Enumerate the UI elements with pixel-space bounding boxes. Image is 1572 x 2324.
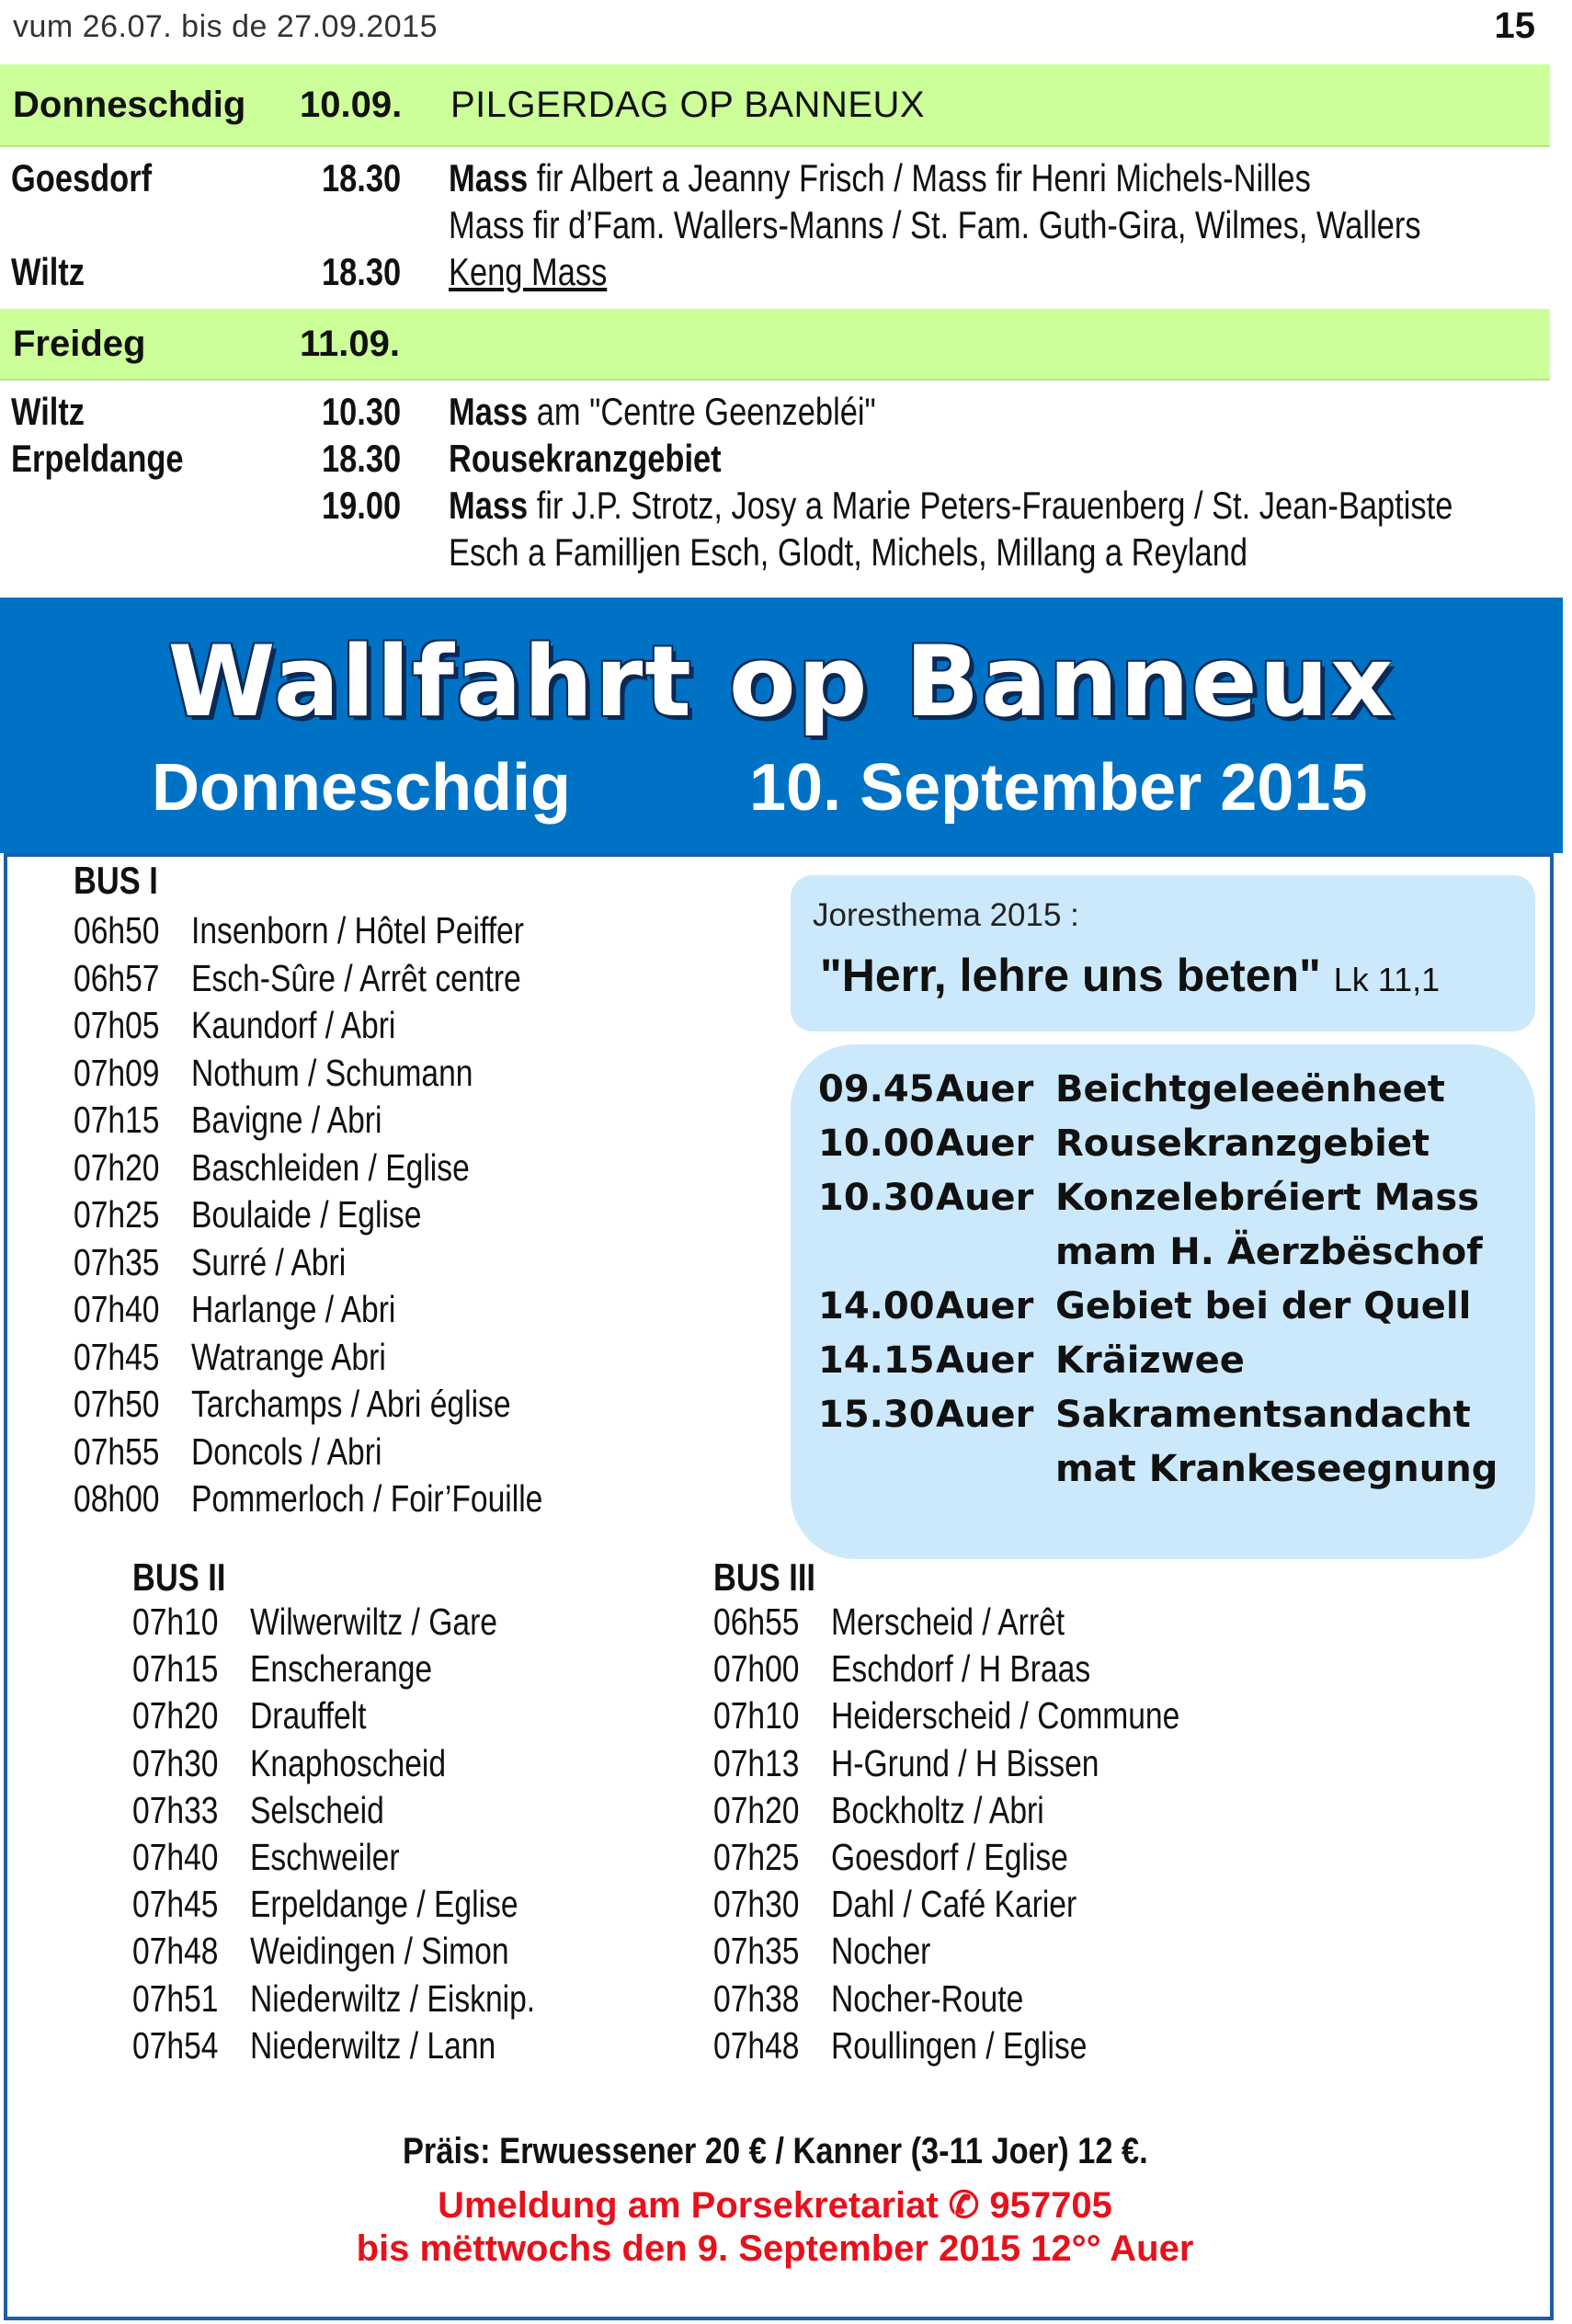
bus-stop-name: Esch-Sûre / Arrêt centre bbox=[191, 956, 521, 999]
bus-stop-time: 07h20 bbox=[713, 1788, 800, 1831]
program-item: Beichtgeleeënheet bbox=[1055, 1068, 1445, 1111]
bus-stop-name: Roullingen / Eglise bbox=[831, 2023, 1088, 2067]
bus-stop-name: Wilwerwiltz / Gare bbox=[250, 1601, 497, 1643]
schedule-desc: Mass fir d’Fam. Wallers-Manns / St. Fam. Guth-Gira, Wilmes, Wallers bbox=[449, 203, 1421, 246]
schedule-time: 18.30 bbox=[322, 437, 402, 480]
page-period: vum 26.07. bis de 27.09.2015 bbox=[13, 9, 438, 44]
bus-stop bbox=[132, 1742, 721, 1788]
bus-stop-time: 07h55 bbox=[74, 1430, 160, 1473]
bus-stop bbox=[74, 1288, 662, 1334]
program-unit: Auer bbox=[936, 1068, 1034, 1111]
bus-stop-time: 07h35 bbox=[713, 1930, 800, 1973]
bus-stop bbox=[132, 1694, 721, 1740]
bus-stop-time: 06h50 bbox=[74, 909, 160, 951]
program-item: Sakramentsandacht bbox=[1055, 1394, 1471, 1436]
bus-stop-name: H-Grund / H Bissen bbox=[831, 1741, 1099, 1784]
bus-stop-time: 07h33 bbox=[132, 1788, 219, 1831]
program-unit: Auer bbox=[936, 1394, 1034, 1436]
bus-stop-name: Tarchamps / Abri église bbox=[191, 1383, 511, 1425]
banner-day: Donneschdig bbox=[152, 751, 572, 825]
bus-title: BUS II bbox=[132, 1555, 226, 1599]
schedule-desc: Keng Mass bbox=[449, 250, 608, 293]
page-number: 15 bbox=[1494, 6, 1535, 46]
bus-stop-name: Heiderscheid / Commune bbox=[831, 1694, 1180, 1737]
bus-stop bbox=[74, 1052, 662, 1098]
bus-stop-time: 07h50 bbox=[74, 1383, 160, 1425]
bus-stop-time: 07h10 bbox=[132, 1601, 219, 1643]
schedule-desc: Esch a Familljen Esch, Glodt, Michels, Millang a Reyland bbox=[449, 530, 1248, 574]
pilgrimage-banner bbox=[0, 598, 1563, 853]
bus-stop-time: 07h20 bbox=[132, 1694, 219, 1737]
price-info: Präis: Erwuessener 20 € / Kanner (3-11 Joer) 12 €. bbox=[402, 2131, 1148, 2171]
program-time: 15.30 bbox=[818, 1394, 935, 1436]
bus-stop bbox=[132, 1836, 721, 1882]
day-bar-thursday bbox=[0, 64, 1550, 147]
bus-stop bbox=[713, 1647, 1302, 1693]
schedule-desc: Mass fir J.P. Strotz, Josy a Marie Peters-Frauenberg / St. Jean-Baptiste bbox=[449, 484, 1453, 527]
day-name: Freideg bbox=[13, 324, 146, 364]
program-item: mat Krankeseegnung bbox=[1055, 1448, 1498, 1490]
bus-stop-name: Surré / Abri bbox=[191, 1240, 347, 1283]
bus-stop-name: Goesdorf / Eglise bbox=[831, 1836, 1068, 1878]
bus-stop bbox=[713, 1930, 1302, 1976]
bus-stop-name: Doncols / Abri bbox=[191, 1430, 382, 1473]
program-unit: Auer bbox=[936, 1177, 1034, 1219]
bus-stop bbox=[713, 1601, 1302, 1646]
bus-stop-name: Drauffelt bbox=[250, 1694, 367, 1737]
bus-stop-name: Weidingen / Simon bbox=[250, 1930, 509, 1973]
bus-stop-time: 07h15 bbox=[74, 1099, 160, 1141]
schedule-time: 18.30 bbox=[322, 156, 402, 199]
bus-stop-time: 07h40 bbox=[132, 1836, 219, 1878]
bus-stop bbox=[132, 1601, 721, 1646]
bus-stop-time: 07h10 bbox=[713, 1694, 800, 1737]
bus-stop bbox=[713, 1694, 1302, 1740]
schedule-place: Goesdorf bbox=[11, 156, 153, 199]
bus-stop bbox=[713, 2024, 1302, 2070]
banner-title: Wallfahrt op Banneux bbox=[167, 625, 1395, 738]
program-time: 10.00 bbox=[818, 1122, 935, 1165]
bus-stop bbox=[132, 1883, 721, 1929]
schedule-desc: Mass fir Albert a Jeanny Frisch / Mass fir Henri Michels-Nilles bbox=[449, 156, 1311, 199]
bus-stop-name: Selscheid bbox=[250, 1788, 384, 1831]
bus-stop-time: 07h00 bbox=[713, 1647, 800, 1691]
bus-stop-time: 07h09 bbox=[74, 1051, 160, 1094]
theme-reference: Lk 11,1 bbox=[1333, 961, 1441, 998]
schedule-place: Wiltz bbox=[11, 250, 85, 293]
bus-stop bbox=[74, 1004, 662, 1050]
bus-stop-time: 07h15 bbox=[132, 1647, 219, 1691]
bus-stop-time: 07h38 bbox=[713, 1977, 800, 2020]
bus-stop bbox=[74, 1146, 662, 1192]
program-time: 10.30 bbox=[818, 1177, 935, 1219]
bus-stop bbox=[74, 957, 662, 1003]
theme-quote-text: "Herr, lehre uns beten" bbox=[820, 950, 1321, 1001]
program-unit: Auer bbox=[936, 1122, 1034, 1165]
banner-date: 10. September 2015 bbox=[749, 751, 1368, 825]
bus-stop bbox=[713, 1883, 1302, 1929]
program-item: Kräizwee bbox=[1055, 1339, 1245, 1382]
day-event: PILGERDAG OP BANNEUX bbox=[450, 85, 926, 125]
bus-stop-time: 07h40 bbox=[74, 1288, 160, 1330]
bus-stop bbox=[74, 1099, 662, 1145]
bus-stop bbox=[713, 1742, 1302, 1788]
bus-stop-name: Enscherange bbox=[250, 1647, 433, 1691]
bus-stop-time: 07h25 bbox=[74, 1193, 160, 1236]
bus-title: BUS III bbox=[713, 1555, 815, 1599]
bus-stop-name: Dahl / Café Karier bbox=[831, 1883, 1077, 1926]
schedule-desc: Rousekranzgebiet bbox=[449, 437, 722, 480]
bus-stop-name: Pommerloch / Foir’Fouille bbox=[191, 1477, 543, 1520]
day-name: Donneschdig bbox=[13, 85, 246, 125]
registration-info: Umeldung am Porsekretariat ✆ 957705 bbox=[438, 2185, 1112, 2226]
bus-stop-time: 07h48 bbox=[713, 2023, 800, 2067]
bus-stop-name: Eschweiler bbox=[250, 1836, 400, 1878]
program-item: Gebiet bei der Quell bbox=[1055, 1285, 1472, 1327]
bus-stop-time: 07h54 bbox=[132, 2023, 219, 2067]
schedule-time: 18.30 bbox=[322, 250, 402, 293]
bus-stop bbox=[713, 1977, 1302, 2023]
bus-stop-time: 07h35 bbox=[74, 1240, 160, 1283]
year-theme-box bbox=[791, 875, 1535, 1031]
day-date: 11.09. bbox=[300, 324, 401, 364]
program-item: Rousekranzgebiet bbox=[1055, 1122, 1430, 1165]
bus-stop-time: 07h30 bbox=[713, 1883, 800, 1926]
schedule-place: Erpeldange bbox=[11, 437, 184, 480]
schedule-time: 10.30 bbox=[322, 390, 402, 433]
bus-stop-name: Baschleiden / Eglise bbox=[191, 1145, 470, 1189]
bus-stop-time: 06h55 bbox=[713, 1601, 800, 1643]
bus-stop-time: 07h05 bbox=[74, 1004, 160, 1046]
bus-stop-time: 07h45 bbox=[132, 1883, 219, 1926]
program-unit: Auer bbox=[936, 1339, 1034, 1382]
bus-stop-time: 07h13 bbox=[713, 1741, 800, 1784]
bus-stop-name: Bockholtz / Abri bbox=[831, 1788, 1044, 1831]
bus-stop-name: Bavigne / Abri bbox=[191, 1099, 382, 1141]
bus-stop-name: Boulaide / Eglise bbox=[191, 1193, 422, 1236]
bus-stop bbox=[132, 2024, 721, 2070]
program-unit: Auer bbox=[936, 1285, 1034, 1327]
bus-stop-name: Knaphoscheid bbox=[250, 1741, 447, 1784]
bus-stop bbox=[713, 1836, 1302, 1882]
bus-stop-time: 06h57 bbox=[74, 956, 160, 999]
bus-stop-name: Nocher bbox=[831, 1930, 931, 1973]
program-time: 14.15 bbox=[818, 1339, 935, 1382]
bus-stop-name: Niederwiltz / Eisknip. bbox=[250, 1977, 536, 2020]
day-bar-friday bbox=[0, 309, 1550, 381]
bus-stop-time: 08h00 bbox=[74, 1477, 160, 1520]
bus-stop-time: 07h45 bbox=[74, 1335, 160, 1378]
bus-stop-name: Nocher-Route bbox=[831, 1977, 1024, 2020]
program-item: mam H. Äerzbëschof bbox=[1055, 1231, 1483, 1273]
bus-stop-name: Eschdorf / H Braas bbox=[831, 1647, 1091, 1691]
bus-stop-time: 07h48 bbox=[132, 1930, 219, 1973]
bus-stop-name: Insenborn / Hôtel Peiffer bbox=[191, 909, 524, 951]
bus-stop bbox=[132, 1930, 721, 1976]
bus-stop bbox=[713, 1789, 1302, 1835]
bus-stop-name: Niederwiltz / Lann bbox=[250, 2023, 496, 2067]
bus-stop bbox=[74, 1241, 662, 1287]
theme-label: Joresthema 2015 : bbox=[813, 897, 1079, 933]
bus-stop-time: 07h51 bbox=[132, 1977, 219, 2020]
day-date: 10.09. bbox=[300, 85, 403, 125]
bus-stop-name: Nothum / Schumann bbox=[191, 1051, 473, 1094]
bus-stop bbox=[132, 1647, 721, 1693]
bus-stop bbox=[74, 1193, 662, 1239]
bus-stop bbox=[74, 1383, 662, 1429]
bus-stop-time: 07h30 bbox=[132, 1741, 219, 1784]
schedule-desc: Mass am "Centre Geenzebléi" bbox=[449, 390, 876, 433]
schedule-time: 19.00 bbox=[322, 484, 402, 527]
bus-stop-name: Harlange / Abri bbox=[191, 1288, 396, 1330]
program-time: 14.00 bbox=[818, 1285, 935, 1327]
bus-stop bbox=[132, 1977, 721, 2023]
registration-deadline: bis mëttwochs den 9. September 2015 12°° Auer bbox=[356, 2228, 1194, 2269]
program-time: 09.45 bbox=[818, 1068, 935, 1111]
program-item: Konzelebréiert Mass bbox=[1055, 1177, 1480, 1219]
bus-stop bbox=[132, 1789, 721, 1835]
bus-stop-time: 07h20 bbox=[74, 1145, 160, 1189]
bus-stop-time: 07h25 bbox=[713, 1836, 800, 1878]
theme-quote bbox=[820, 949, 1440, 1002]
bus-title: BUS I bbox=[74, 859, 158, 902]
bus-stop bbox=[74, 1336, 662, 1382]
bus-stop bbox=[74, 1430, 662, 1476]
bus-stop-name: Watrange Abri bbox=[191, 1335, 386, 1378]
schedule-place: Wiltz bbox=[11, 390, 85, 433]
bus-stop-name: Kaundorf / Abri bbox=[191, 1004, 396, 1046]
bus-stop-name: Erpeldange / Eglise bbox=[250, 1883, 518, 1926]
bus-stop bbox=[74, 909, 662, 955]
bus-stop-name: Merscheid / Arrêt bbox=[831, 1601, 1065, 1643]
bus-stop bbox=[74, 1477, 662, 1523]
